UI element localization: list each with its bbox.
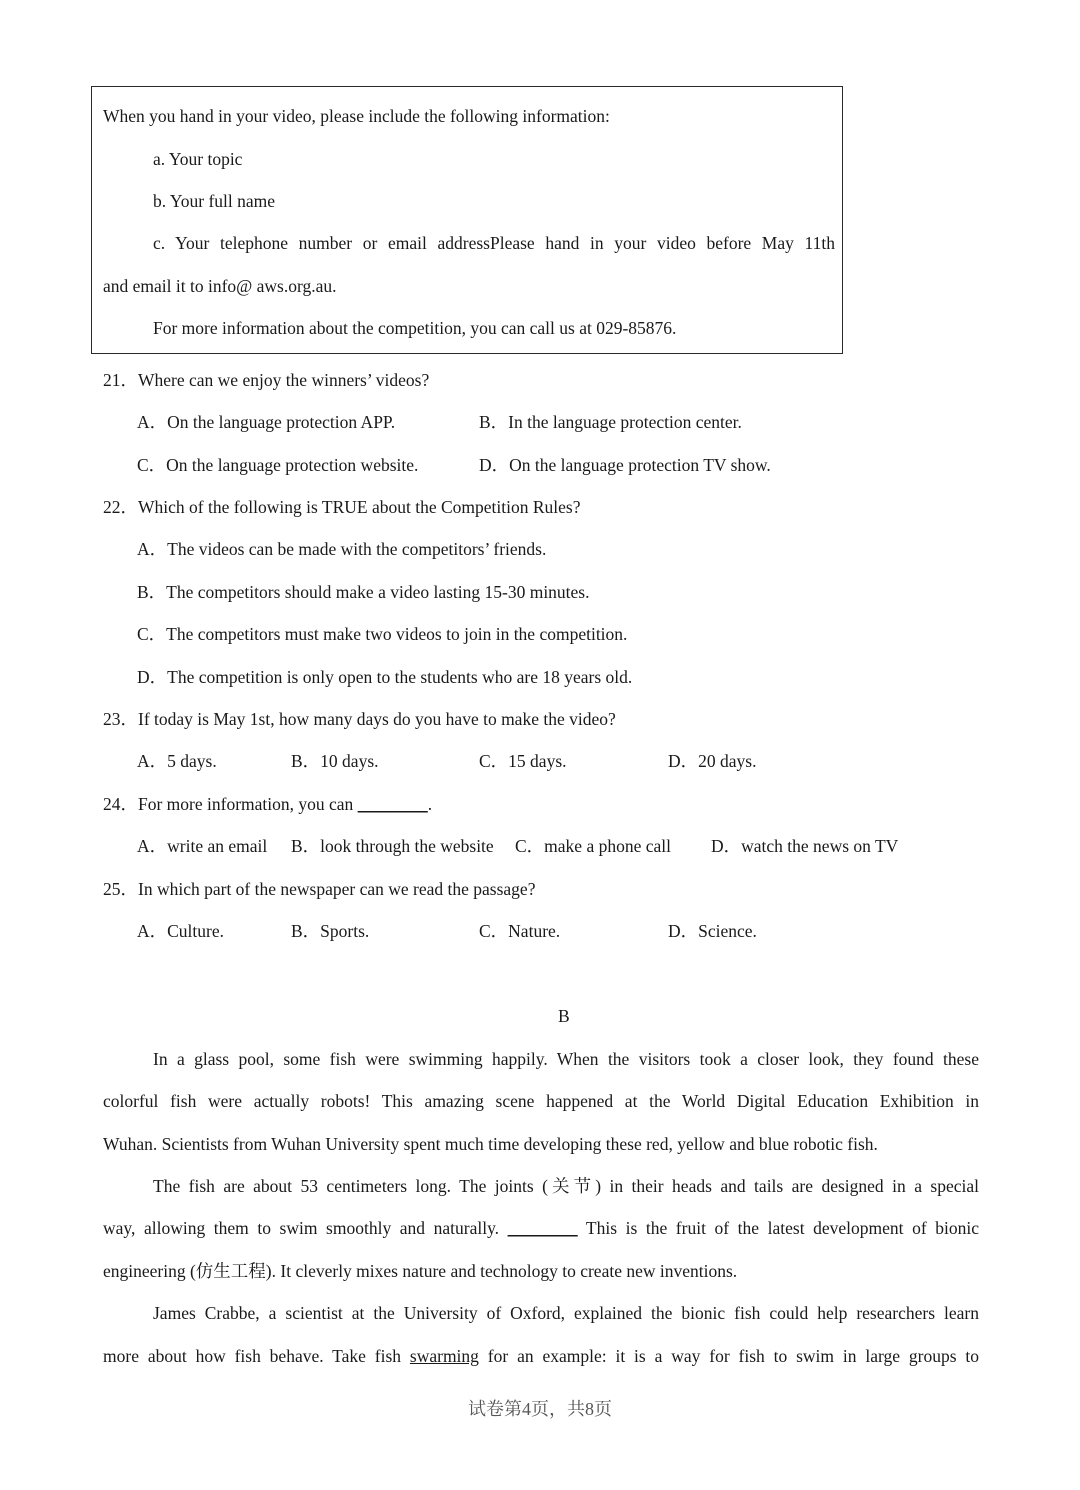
- question-22-option-a: A．The videos can be made with the competitors’ friends.: [137, 539, 547, 559]
- underlined-word: swarming: [409, 1346, 479, 1366]
- passage-paragraph-3-line-2: [103, 1346, 979, 1366]
- question-24-stem-text: 24．For more information, you can: [103, 794, 358, 814]
- question-23-stem: 23．If today is May 1st, how many days do you have to make the video?: [103, 709, 616, 729]
- question-21-option-a: A．On the language protection APP.: [137, 412, 396, 432]
- question-24-stem-end: .: [427, 794, 433, 814]
- page-footer: 试卷第4页，共8页: [468, 1399, 612, 1419]
- passage-paragraph-2-line-2: [103, 1218, 979, 1238]
- box-item-topic: a. Your topic: [153, 149, 243, 169]
- question-21-option-d: D．On the language protection TV show.: [479, 455, 771, 475]
- question-24-option-d: D．watch the news on TV: [711, 836, 899, 856]
- passage-paragraph-1-line-3: Wuhan. Scientists from Wuhan University spent much time developing these red, yellow and blue robotic fish.: [103, 1134, 878, 1154]
- passage-text: This is the fruit of the latest development of bionic: [577, 1218, 979, 1238]
- question-24-blank: ________: [357, 794, 428, 814]
- question-23-option-b: B．10 days.: [291, 751, 379, 771]
- question-21-stem: 21．Where can we enjoy the winners’ videos?: [103, 370, 430, 390]
- passage-paragraph-2-line-1: The fish are about 53 centimeters long. The joints (关节) in their heads and tails are designed in a special: [153, 1176, 979, 1196]
- question-25-stem: 25．In which part of the newspaper can we read the passage?: [103, 879, 536, 899]
- question-21-option-c: C．On the language protection website.: [137, 455, 419, 475]
- passage-blank: ________: [507, 1218, 578, 1238]
- question-25-option-a: A．Culture.: [137, 921, 225, 941]
- question-21-option-b: B．In the language protection center.: [479, 412, 742, 432]
- question-22-option-b: B．The competitors should make a video lasting 15-30 minutes.: [137, 582, 590, 602]
- question-22-option-c: C．The competitors must make two videos to join in the competition.: [137, 624, 628, 644]
- question-24-stem: [103, 794, 432, 814]
- question-25-option-b: B．Sports.: [291, 921, 370, 941]
- box-intro: When you hand in your video, please include the following information:: [103, 106, 610, 126]
- box-item-contact: c. Your telephone number or email addressPlease hand in your video before May 11th: [153, 233, 835, 253]
- question-23-option-a: A．5 days.: [137, 751, 217, 771]
- question-24-option-c: C．make a phone call: [515, 836, 671, 856]
- passage-paragraph-1-line-1: In a glass pool, some fish were swimming happily. When the visitors took a closer look, they found these: [153, 1049, 979, 1069]
- question-24-option-b: B．look through the website: [291, 836, 494, 856]
- question-22-option-d: D．The competition is only open to the students who are 18 years old.: [137, 667, 633, 687]
- question-25-option-d: D．Science.: [668, 921, 757, 941]
- box-item-contact-cont: and email it to info@ aws.org.au.: [103, 276, 337, 296]
- question-23-option-d: D．20 days.: [668, 751, 757, 771]
- passage-paragraph-3-line-1: James Crabbe, a scientist at the University of Oxford, explained the bionic fish could help researchers learn: [153, 1303, 979, 1323]
- passage-text: for an example: it is a way for fish to swim in large groups to: [478, 1346, 980, 1366]
- passage-paragraph-1-line-2: colorful fish were actually robots! This amazing scene happened at the World Digital Education Exhibition in: [103, 1091, 979, 1111]
- info-box: [91, 86, 843, 354]
- box-item-name: b. Your full name: [153, 191, 276, 211]
- question-22-stem: 22．Which of the following is TRUE about the Competition Rules?: [103, 497, 581, 517]
- passage-text: way, allowing them to swim smoothly and naturally.: [103, 1218, 508, 1238]
- question-25-option-c: C．Nature.: [479, 921, 561, 941]
- box-more-info: For more information about the competition, you can call us at 029-85876.: [153, 318, 677, 338]
- question-24-option-a: A．write an email: [137, 836, 268, 856]
- question-23-option-c: C．15 days.: [479, 751, 567, 771]
- passage-paragraph-2-line-3: engineering (仿生工程). It cleverly mixes nature and technology to create new inventions.: [103, 1261, 738, 1281]
- passage-text: more about how fish behave. Take fish: [103, 1346, 410, 1366]
- section-heading: B: [558, 1006, 570, 1026]
